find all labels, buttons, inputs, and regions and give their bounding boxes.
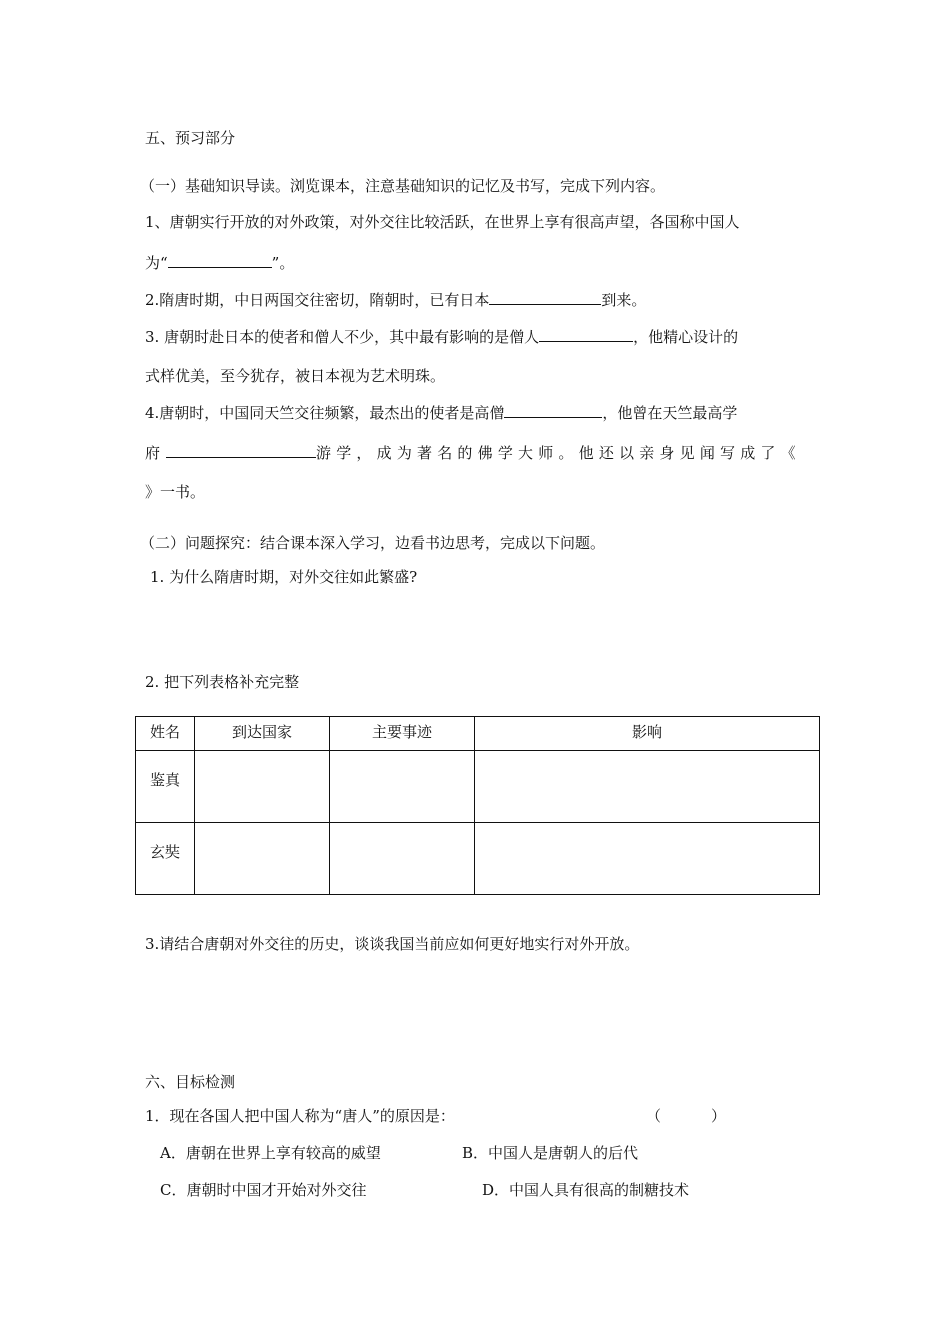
answer-blank-5[interactable] bbox=[166, 442, 316, 458]
section-6-title: 六、目标检测 bbox=[145, 1073, 236, 1091]
row-country-cell[interactable] bbox=[195, 823, 330, 895]
row-influence-cell[interactable] bbox=[475, 823, 820, 895]
question-3-line-2: 式样优美，至今犹存，被日本视为艺术明珠。 bbox=[145, 367, 446, 385]
header-deeds: 主要事迹 bbox=[330, 717, 475, 751]
row-name: 鉴真 bbox=[136, 751, 195, 823]
row-deeds-cell[interactable] bbox=[330, 823, 475, 895]
option-d[interactable]: D．中国人具有很高的制糖技术 bbox=[482, 1181, 690, 1199]
figures-table bbox=[135, 716, 820, 895]
part-2-question-3: 3.请结合唐朝对外交往的历史，谈谈我国当前应如何更好地实行对外开放。 bbox=[145, 935, 640, 953]
question-2: 2.隋唐时期，中日两国交往密切，隋朝时，已有日本 到来。 bbox=[145, 291, 647, 309]
answer-parentheses[interactable]: （ ） bbox=[646, 1107, 727, 1125]
table-header-row bbox=[136, 717, 820, 751]
option-c[interactable]: C．唐朝时中国才开始对外交往 bbox=[160, 1181, 367, 1199]
question-3: 3. 唐朝时赴日本的使者和僧人不少，其中最有影响的是僧人 ，他精心设计的 bbox=[145, 328, 739, 346]
header-country: 到达国家 bbox=[195, 717, 330, 751]
row-name: 玄奘 bbox=[136, 823, 195, 895]
header-name: 姓名 bbox=[136, 717, 195, 751]
answer-blank-1[interactable] bbox=[168, 252, 272, 268]
section-5-title: 五、预习部分 bbox=[145, 129, 236, 147]
answer-blank-3[interactable] bbox=[539, 326, 633, 342]
mc-question-1: 1．现在各国人把中国人称为“唐人”的原因是： bbox=[145, 1107, 455, 1125]
question-1-line-2: 为“ ”。 bbox=[145, 254, 295, 272]
answer-blank-2[interactable] bbox=[489, 289, 601, 305]
header-influence: 影响 bbox=[475, 717, 820, 751]
row-country-cell[interactable] bbox=[195, 751, 330, 823]
row-influence-cell[interactable] bbox=[475, 751, 820, 823]
part-2-question-1: 1. 为什么隋唐时期，对外交往如此繁盛? bbox=[150, 568, 418, 586]
part-1-intro: （一）基础知识导读。浏览课本，注意基础知识的记忆及书写，完成下列内容。 bbox=[140, 177, 666, 195]
option-b[interactable]: B．中国人是唐朝人的后代 bbox=[462, 1144, 639, 1162]
question-4-line-2: 府 游学，成为著名的佛学大师。他还以亲身见闻写成了《 bbox=[145, 444, 801, 462]
question-4: 4.唐朝时，中国同天竺交往频繁，最杰出的使者是高僧 ，他曾在天竺最高学 bbox=[145, 404, 738, 422]
part-2-question-2: 2. 把下列表格补充完整 bbox=[145, 673, 300, 691]
table-row bbox=[136, 823, 820, 895]
row-deeds-cell[interactable] bbox=[330, 751, 475, 823]
table-row bbox=[136, 751, 820, 823]
part-2-intro: （二）问题探究：结合课本深入学习，边看书边思考，完成以下问题。 bbox=[140, 534, 606, 552]
option-a[interactable]: A．唐朝在世界上享有较高的威望 bbox=[160, 1144, 381, 1162]
question-4-line-3: 》一书。 bbox=[145, 483, 206, 501]
question-1-line-1: 1、唐朝实行开放的对外政策，对外交往比较活跃，在世界上享有很高声望，各国称中国人 bbox=[145, 213, 740, 231]
answer-blank-4[interactable] bbox=[504, 402, 602, 418]
